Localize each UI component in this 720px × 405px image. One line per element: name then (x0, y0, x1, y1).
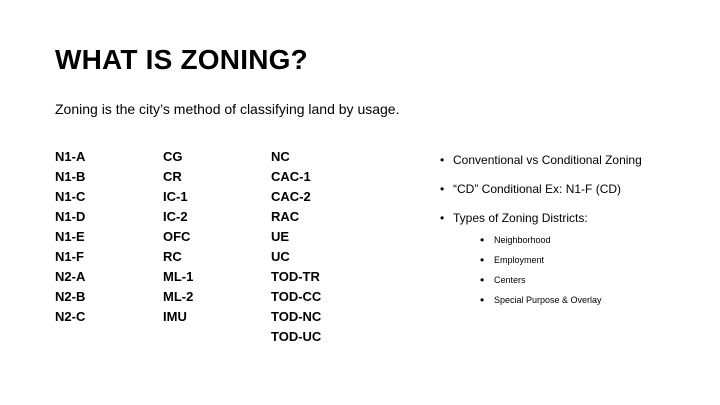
zoning-code: UC (271, 249, 290, 264)
bullet-text: Conventional vs Conditional Zoning (453, 153, 642, 167)
bullet-item (440, 152, 710, 168)
sub-bullet-item (480, 234, 710, 246)
slide-title: WHAT IS ZONING? (55, 44, 308, 75)
bullet-text: “CD” Conditional Ex: N1-F (CD) (453, 182, 622, 196)
bullet-list (440, 152, 710, 319)
zoning-code: CAC-1 (271, 169, 311, 184)
zoning-code: UE (271, 229, 290, 244)
sub-bullet-text: Special Purpose & Overlay (494, 295, 602, 305)
sub-bullet-dot-icon: • (480, 253, 485, 267)
zoning-code: TOD-UC (271, 329, 322, 344)
sub-bullet-item (480, 294, 710, 306)
sub-bullet-dot-icon: • (480, 233, 485, 247)
sub-bullet-text: Centers (494, 275, 526, 285)
zoning-code: OFC (163, 229, 191, 244)
zoning-code: N2-C (55, 309, 86, 324)
zoning-code: N1-D (55, 209, 86, 224)
zoning-code: TOD-TR (271, 269, 320, 284)
zoning-code: CG (163, 149, 183, 164)
zoning-code: CR (163, 169, 182, 184)
zoning-code: TOD-CC (271, 289, 322, 304)
zoning-code: CAC-2 (271, 189, 311, 204)
zoning-code: N1-E (55, 229, 85, 244)
zoning-code: IMU (163, 309, 187, 324)
zoning-code: RC (163, 249, 182, 264)
sub-bullet-item (480, 274, 710, 286)
zoning-code: IC-1 (163, 189, 188, 204)
bullet-item (440, 210, 710, 306)
bullet-text: Types of Zoning Districts: (453, 211, 588, 225)
zoning-code: N2-B (55, 289, 86, 304)
zoning-code: ML-2 (163, 289, 194, 304)
sub-bullet-text: Neighborhood (494, 235, 551, 245)
bullet-dot-icon: • (440, 211, 445, 225)
zoning-code: NC (271, 149, 290, 164)
sub-bullet-dot-icon: • (480, 293, 485, 307)
zoning-codes-column-2 (163, 147, 193, 327)
zoning-codes-column-1 (55, 147, 85, 327)
sub-bullet-text: Employment (494, 255, 545, 265)
sub-bullet-list (453, 234, 710, 306)
bullet-dot-icon: • (440, 182, 445, 196)
zoning-code: N1-B (55, 169, 86, 184)
zoning-code: IC-2 (163, 209, 188, 224)
zoning-code: TOD-NC (271, 309, 322, 324)
sub-bullet-item (480, 254, 710, 266)
sub-bullet-dot-icon: • (480, 273, 485, 287)
bullet-item (440, 181, 710, 197)
zoning-codes-column-3 (271, 147, 321, 347)
slide-subtitle: Zoning is the city’s method of classifying land by usage. (55, 101, 400, 117)
zoning-code: N1-C (55, 189, 86, 204)
zoning-code: N2-A (55, 269, 86, 284)
zoning-code: RAC (271, 209, 300, 224)
bullet-dot-icon: • (440, 153, 445, 167)
zoning-code: N1-F (55, 249, 84, 264)
zoning-code: N1-A (55, 149, 86, 164)
zoning-code: ML-1 (163, 269, 194, 284)
